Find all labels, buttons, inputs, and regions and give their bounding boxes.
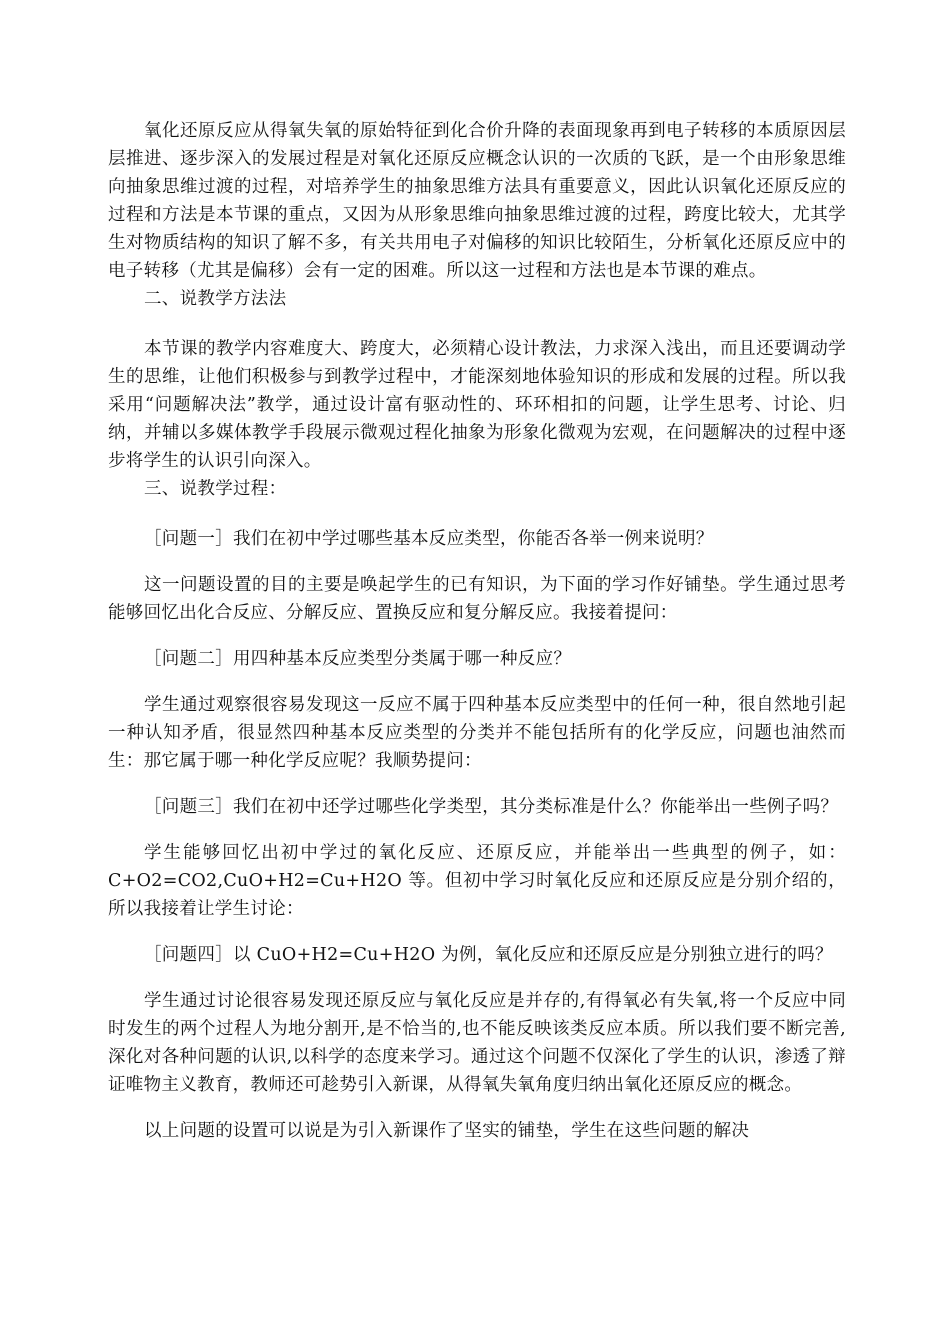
paragraph-question-1: ［问题一］我们在初中学过哪些基本反应类型，你能否各举一例来说明？ [144, 529, 714, 549]
heading-teaching-method: 二、说教学方法法 [144, 289, 287, 309]
paragraph-teaching-method: 本节课的教学内容难度大、跨度大，必须精心设计教法，力求深入浅出，而且还要调动学生的思维，让他们积极参与到教学过程中，才能深刻地体验知识的形成和发展的过程。所以我采用“问题解决法”教学，通过设计富有驱动性的、环环相扣的问题，让学生思考、讨论、归纳，并辅以多媒体教学手段展示微观过程化抽象为形象化微观为宏观，在问题解决的过程中逐步将学生的认识引向深入。 [108, 339, 846, 471]
paragraph-summary: 以上问题的设置可以说是为引入新课作了坚实的铺垫，学生在这些问题的解决 [144, 1121, 750, 1141]
paragraph-question-2: ［问题二］用四种基本反应类型分类属于哪一种反应？ [144, 649, 572, 669]
paragraph-question-1-explanation: 这一问题设置的目的主要是唤起学生的已有知识，为下面的学习作好铺垫。学生通过思考能够回忆出化合反应、分解反应、置换反应和复分解反应。我接着提问： [108, 575, 846, 623]
paragraph-question-2-explanation: 学生通过观察很容易发现这一反应不属于四种基本反应类型中的任何一种，很自然地引起一种认知矛盾，很显然四种基本反应类型的分类并不能包括所有的化学反应，问题也油然而生：那它属于哪一种化学反应呢？我顺势提问： [108, 695, 846, 771]
heading-teaching-process: 三、说教学过程： [144, 479, 287, 499]
paragraph-key-difficulty: 氧化还原反应从得氧失氧的原始特征到化合价升降的表面现象再到电子转移的本质原因层层推进、逐步深入的发展过程是对氧化还原反应概念认识的一次质的飞跃，是一个由形象思维向抽象思维过渡的过程，对培养学生的抽象思维方法具有重要意义，因此认识氧化还原反应的过程和方法是本节课的重点，又因为从形象思维向抽象思维过渡的过程，跨度比较大，尤其学生对物质结构的知识了解不多，有关共用电子对偏移的知识比较陌生，分析氧化还原反应中的电子转移（尤其是偏移）会有一定的困难。所以这一过程和方法也是本节课的难点。 [108, 121, 846, 281]
paragraph-question-3-explanation: 学生能够回忆出初中学过的氧化反应、还原反应，并能举出一些典型的例子，如：C+O2=CO2,CuO+H2=Cu+H2O 等。但初中学习时氧化反应和还原反应是分别介绍的，所以我接着让学生讨论： [108, 843, 846, 919]
document-page [108, 117, 846, 1145]
paragraph-question-4: ［问题四］以 CuO+H2=Cu+H2O 为例，氧化反应和还原反应是分别独立进行的吗？ [144, 945, 833, 965]
paragraph-question-3: ［问题三］我们在初中还学过哪些化学类型，其分类标准是什么？你能举出一些例子吗？ [144, 797, 839, 817]
paragraph-question-4-explanation: 学生通过讨论很容易发现还原反应与氧化反应是并存的,有得氧必有失氧,将一个反应中同时发生的两个过程人为地分割开,是不恰当的,也不能反映该类反应本质。所以我们要不断完善,深化对各种问题的认识,以科学的态度来学习。通过这个问题不仅深化了学生的认识，渗透了辩证唯物主义教育，教师还可趁势引入新课，从得氧失氧角度归纳出氧化还原反应的概念。 [108, 991, 846, 1095]
